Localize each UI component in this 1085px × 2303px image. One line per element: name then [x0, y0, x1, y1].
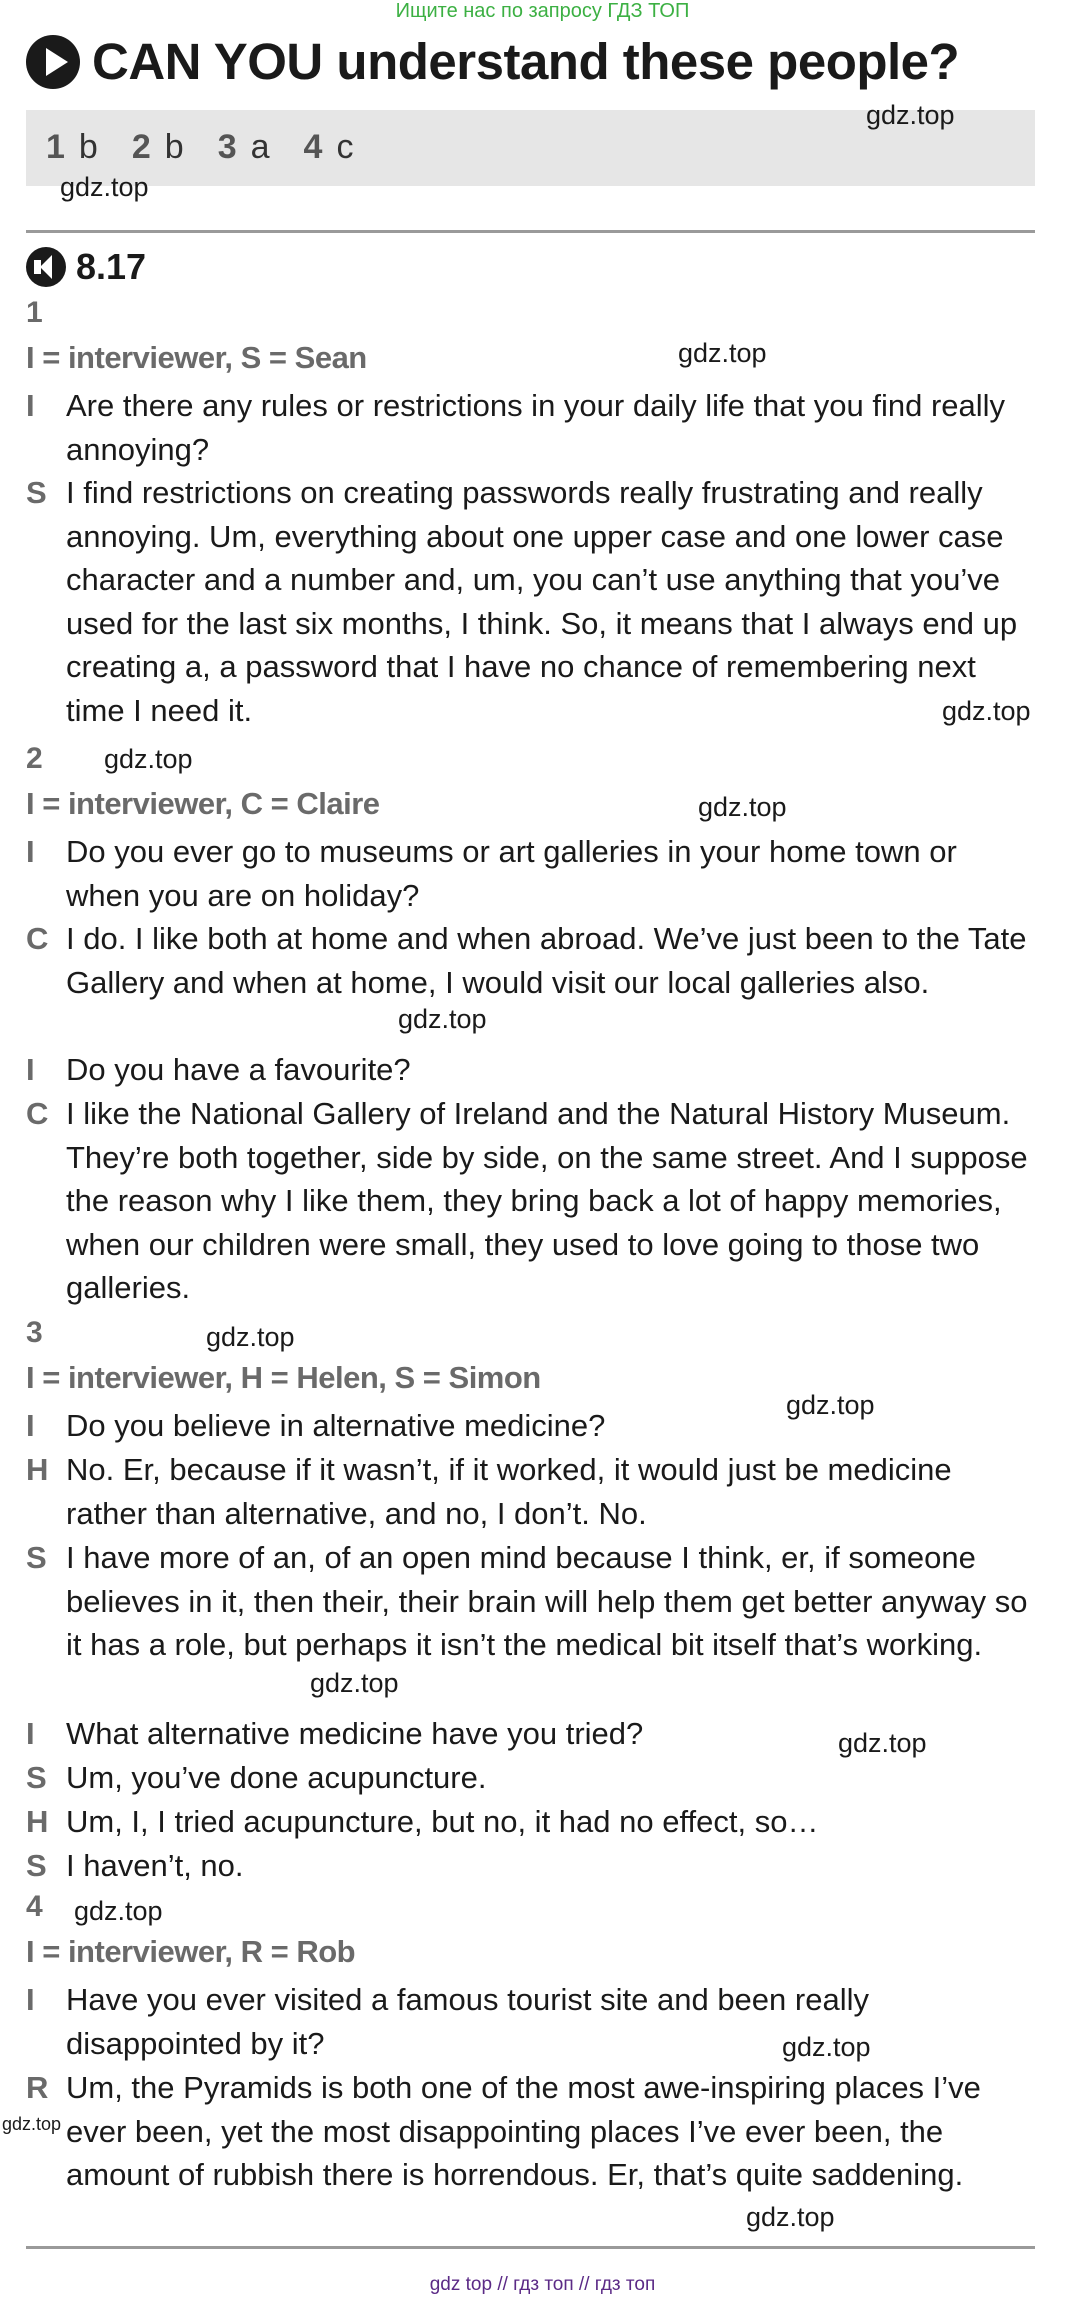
speaker-label: I	[26, 1716, 35, 1751]
track-number: 8.17	[76, 246, 147, 287]
answer-item: 3 a	[217, 128, 270, 166]
line-text: I do. I like both at home and when abroad. We’ve just been to the Tate Gallery and when at home, I would visit our local galleries also.	[66, 921, 1027, 1000]
transcript-line	[26, 1048, 1038, 1092]
watermark: gdz.top	[786, 1390, 875, 1420]
speaker-label: H	[26, 1804, 49, 1839]
transcript-line	[26, 830, 1038, 917]
cast-list: I = interviewer, S = Sean	[26, 340, 367, 375]
cast-list: I = interviewer, H = Helen, S = Simon	[26, 1360, 541, 1395]
answer-item: 4 c	[303, 128, 354, 166]
watermark: gdz.top	[866, 100, 955, 130]
line-text: Do you believe in alternative medicine?	[66, 1408, 606, 1443]
watermark: gdz.top	[2, 2114, 62, 2134]
speaker-icon	[26, 247, 66, 287]
top-note: Ищите нас по запросу ГДЗ ТОП	[395, 0, 690, 22]
line-text: Um, I, I tried acupuncture, but no, it had no effect, so…	[66, 1804, 819, 1839]
watermark: gdz.top	[398, 1004, 487, 1034]
transcript-line	[26, 1756, 1038, 1800]
watermark: gdz.top	[104, 744, 193, 774]
footer: gdz top // гдз топ // гдз топ	[429, 2274, 656, 2295]
watermark: gdz.top	[698, 792, 787, 822]
speaker-label: S	[26, 1848, 47, 1883]
watermark: gdz.top	[782, 2032, 871, 2062]
transcript-line	[26, 917, 1038, 1004]
transcript-line	[26, 471, 1038, 732]
line-text: I find restrictions on creating passwords really frustrating and really annoying. Um, everything about one upper case and one lower case character and a number and, um, you can’t use anything that you’ve used for the last six months, I think. So, it means that I always end up creating a, a password that I have no chance of remembering next time I need it.	[66, 475, 1018, 728]
answer-item: 1 b	[46, 128, 98, 166]
line-text: Um, the Pyramids is both one of the most awe-inspiring places I’ve ever been, yet the most disappointing places I’ve ever been, the amount of rubbish there is horrendous. Er, that’s quite saddening.	[66, 2070, 981, 2192]
line-text: Are there any rules or restrictions in your daily life that you find really annoying?	[66, 388, 1006, 467]
speaker-label: I	[26, 388, 35, 423]
watermark: gdz.top	[746, 2202, 835, 2232]
cast-list: I = interviewer, C = Claire	[26, 786, 380, 821]
title-row	[26, 32, 959, 91]
line-text: I have more of an, of an open mind because I think, er, if someone believes in it, then their, their brain will help them get better anyway so it has a role, but perhaps it isn’t the medical bit itself that’s working.	[66, 1540, 1028, 1662]
divider	[26, 2246, 1035, 2249]
watermark: gdz.top	[838, 1728, 927, 1758]
section-number: 1	[26, 296, 43, 329]
speaker-label: I	[26, 1052, 35, 1087]
transcript-line	[26, 1448, 1038, 1535]
watermark: gdz.top	[678, 338, 767, 368]
answer-item: 2 b	[131, 128, 184, 166]
line-text: Do you have a favourite?	[66, 1052, 411, 1087]
watermark: gdz.top	[942, 696, 1031, 726]
transcript-line	[26, 1092, 1038, 1310]
audio-row	[26, 246, 146, 288]
speaker-label: C	[26, 1096, 49, 1131]
line-text: What alternative medicine have you tried?	[66, 1716, 644, 1751]
speaker-label: H	[26, 1452, 49, 1487]
speaker-label: C	[26, 921, 49, 956]
watermark: gdz.top	[60, 172, 149, 202]
line-text: I like the National Gallery of Ireland and the Natural History Museum. They’re both together, side by side, on the same street. And I suppose the reason why I like them, they bring back a lot of happy memories, when our children were small, they used to love going to those two galleries.	[66, 1096, 1028, 1305]
transcript-line	[26, 384, 1038, 471]
divider	[26, 230, 1035, 233]
transcript-line	[26, 1800, 1038, 1844]
line-text: Um, you’ve done acupuncture.	[66, 1760, 487, 1795]
speaker-label: S	[26, 1540, 47, 1575]
speaker-label: S	[26, 475, 47, 510]
page-title: CAN YOU understand these people?	[92, 33, 960, 90]
speaker-label: I	[26, 1408, 35, 1443]
section-number: 4	[26, 1890, 43, 1923]
speaker-label: R	[26, 2070, 49, 2105]
transcript-line	[26, 1404, 1038, 1448]
speaker-label: S	[26, 1760, 47, 1795]
line-text: No. Er, because if it wasn’t, if it worked, it would just be medicine rather than alternative, and no, I don’t. No.	[66, 1452, 952, 1531]
watermark: gdz.top	[206, 1322, 295, 1352]
play-icon	[26, 35, 80, 89]
transcript-line	[26, 1844, 1038, 1888]
watermark: gdz.top	[310, 1668, 399, 1698]
line-text: Have you ever visited a famous tourist site and been really disappointed by it?	[66, 1982, 869, 2061]
transcript-line	[26, 2066, 1038, 2197]
cast-list: I = interviewer, R = Rob	[26, 1934, 356, 1969]
transcript-line	[26, 1536, 1038, 1667]
speaker-label: I	[26, 834, 35, 869]
watermark: gdz.top	[74, 1896, 163, 1926]
speaker-label: I	[26, 1982, 35, 2017]
section-number: 2	[26, 742, 43, 775]
answers-row	[46, 128, 353, 167]
line-text: Do you ever go to museums or art galleries in your home town or when you are on holiday?	[66, 834, 957, 913]
line-text: I haven’t, no.	[66, 1848, 244, 1883]
section-number: 3	[26, 1316, 43, 1349]
transcript-line	[26, 1978, 1038, 2065]
